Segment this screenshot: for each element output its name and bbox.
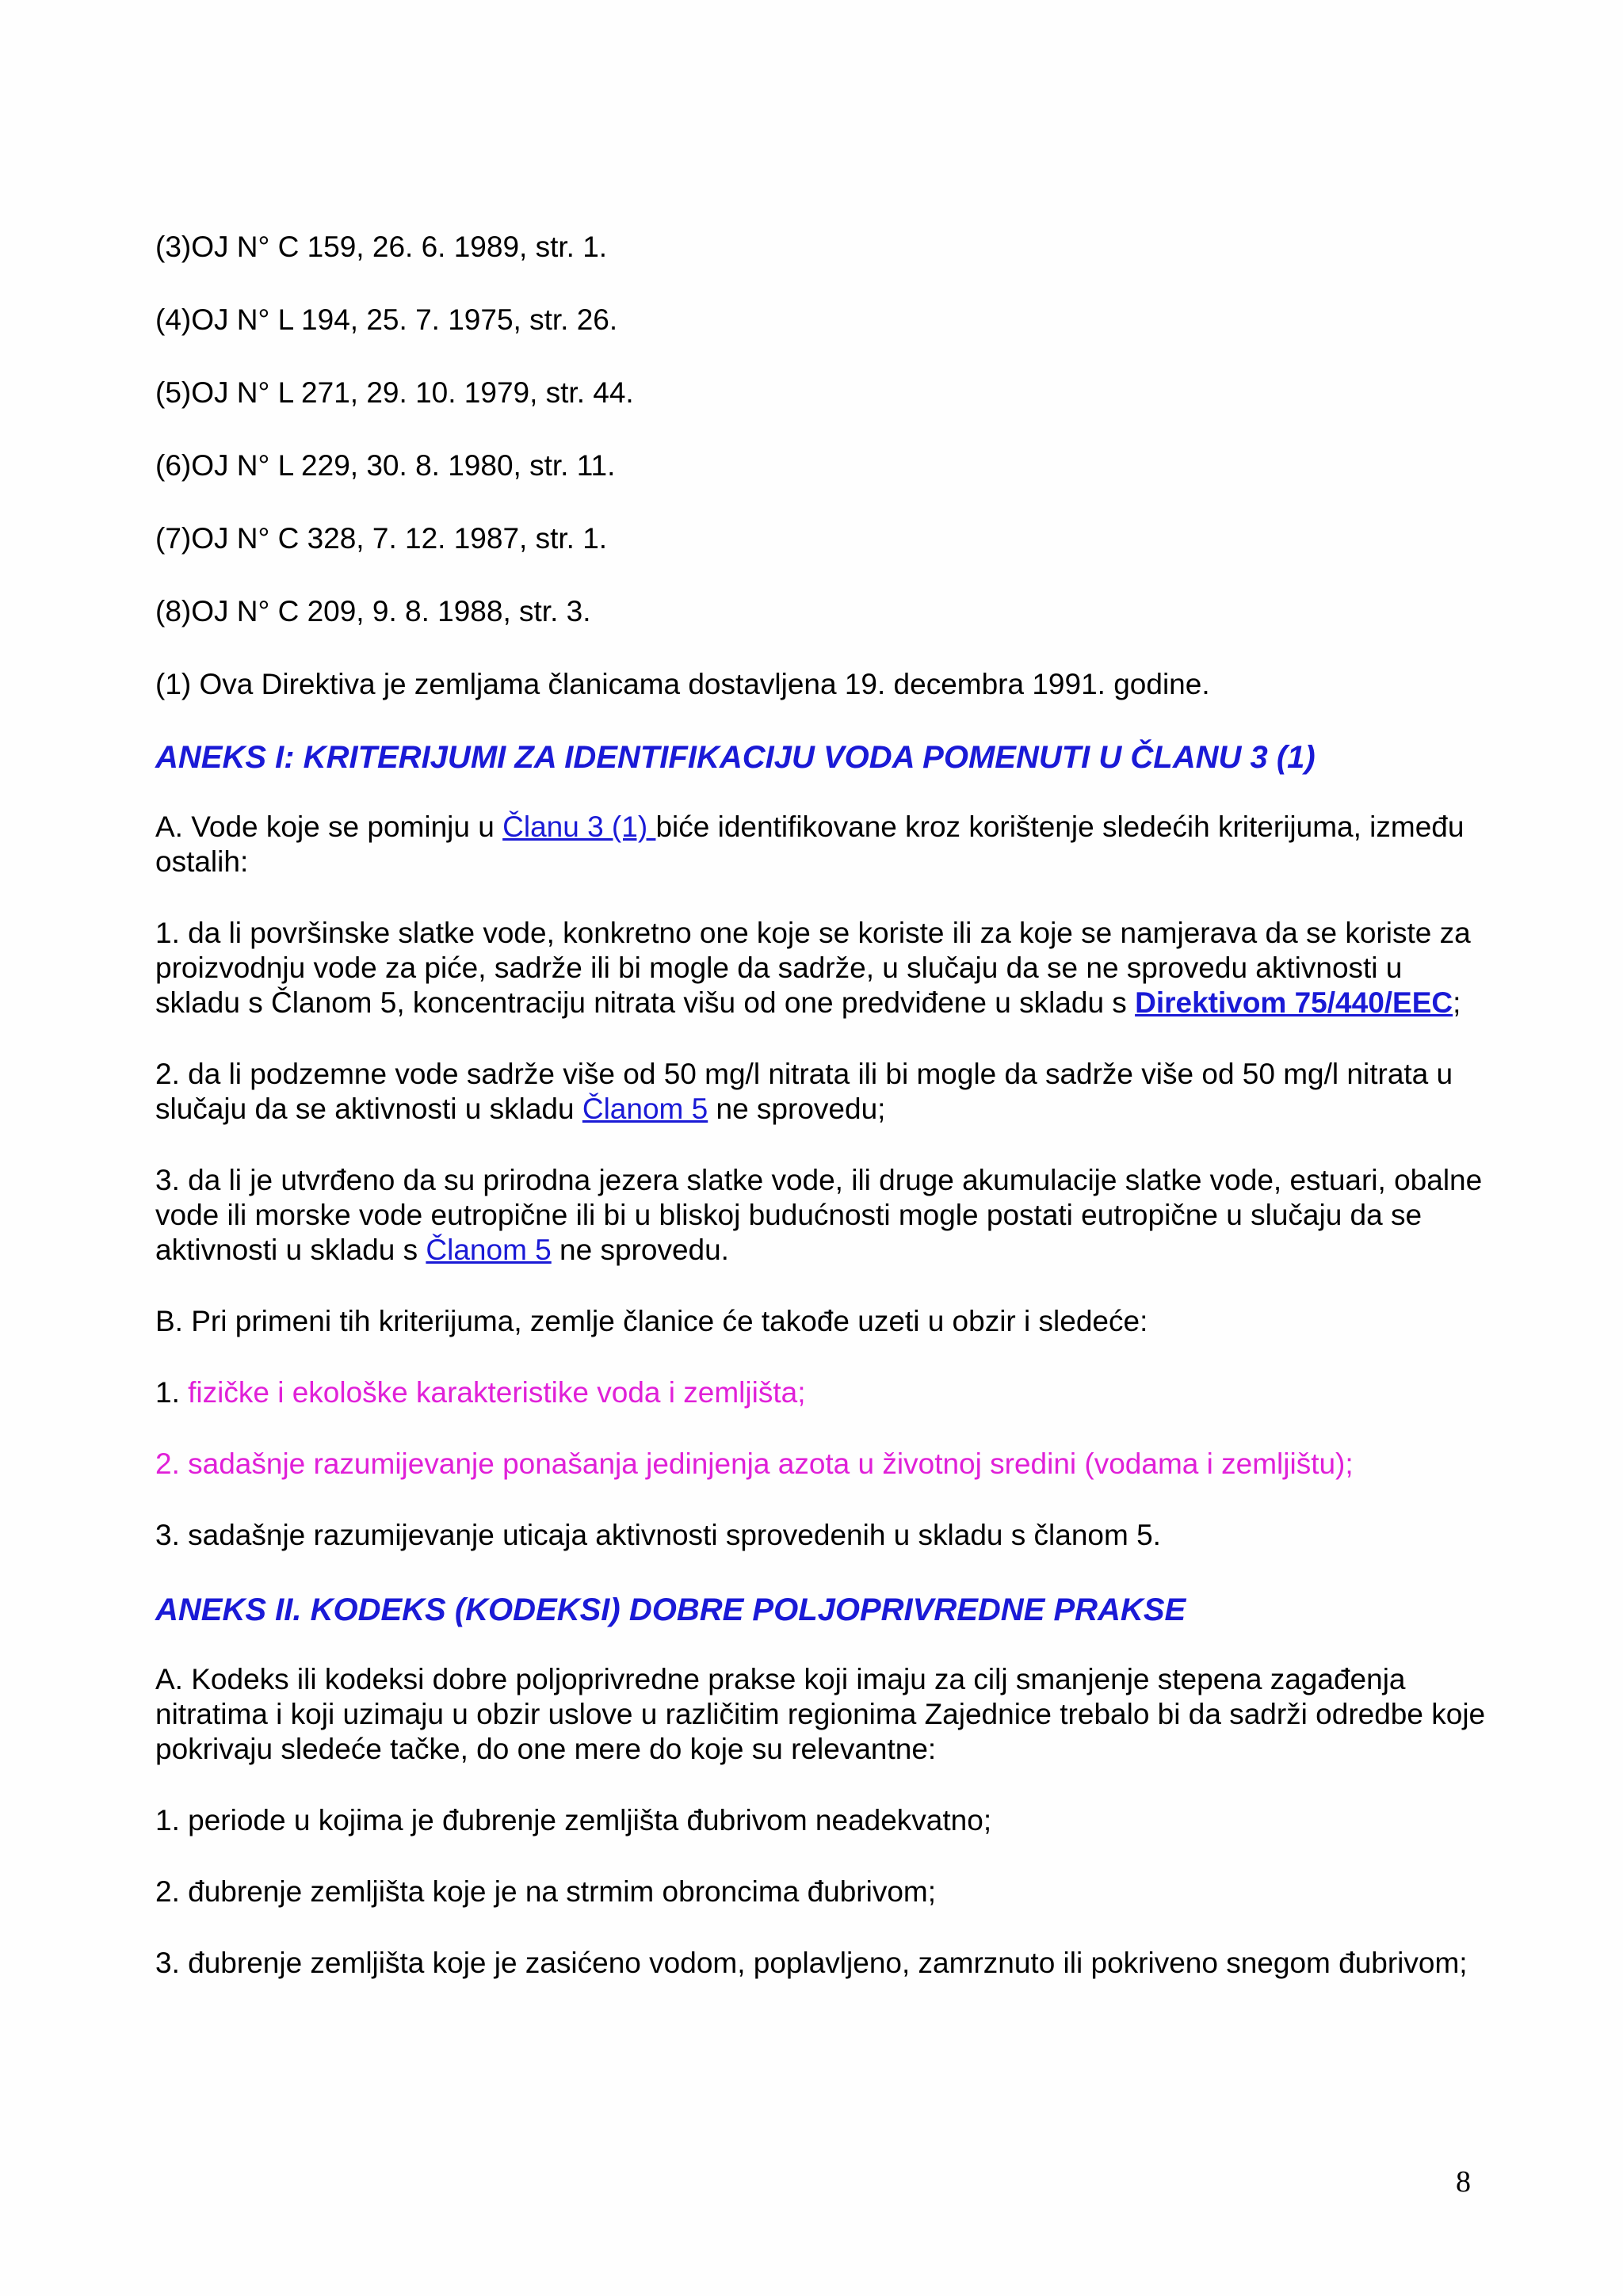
clan-5-link[interactable]: Članom 5 bbox=[426, 1234, 552, 1266]
annex-1-paragraph-b: B. Pri primeni tih kriterijuma, zemlje članice će takođe uzeti u obzir i sledeće: bbox=[155, 1305, 1148, 1337]
footnote-1: (1) Ova Direktiva je zemljama članicama dostavljena 19. decembra 1991. godine. bbox=[155, 668, 1210, 700]
directive-75-440-eec-link[interactable]: Direktivom 75/440/EEC bbox=[1135, 986, 1453, 1019]
annex-2-paragraph-a: A. Kodeks ili kodeksi dobre poljoprivredne prakse koji imaju za cilj smanjenje stepena zagađenja nitratima i koji uzimaju u obzir uslove u različitim regionima Zajednice trebalo bi da sadrži odredbe koje pokrivaju sledeće tačke, do one mere do koje su relevantne: bbox=[155, 1663, 1486, 1765]
annex-1-item-2-text: 2. da li podzemne vode sadrže više od 50 mg/l nitrata ili bi mogle da sadrže više od 50 mg/l nitrata u slučaju da se aktivnosti u skladu bbox=[155, 1058, 1453, 1125]
annex-1-item-3-end: ne sprovedu. bbox=[551, 1234, 729, 1266]
annex-1-paragraph-a bbox=[155, 810, 1487, 879]
annex-1-b-item-1 bbox=[155, 1375, 1487, 1410]
annex-2-item-1: 1. periode u kojima je đubrenje zemljišta đubrivom neadekvatno; bbox=[155, 1804, 992, 1836]
footnote-7: (7)OJ N° C 328, 7. 12. 1987, str. 1. bbox=[155, 522, 608, 555]
annex-1-b-item-3: 3. sadašnje razumijevanje uticaja aktivnosti sprovedenih u skladu s članom 5. bbox=[155, 1519, 1161, 1551]
annex-1-a-text-start: A. Vode koje se pominju u bbox=[155, 810, 503, 843]
annex-1-item-2-end: ne sprovedu; bbox=[708, 1093, 886, 1125]
annex-1-item-3 bbox=[155, 1163, 1487, 1268]
clan-3-1-link[interactable]: Članu 3 (1) bbox=[502, 810, 656, 843]
page-number: 8 bbox=[1456, 2165, 1471, 2199]
annex-1-b-item-1-number: 1. bbox=[155, 1376, 189, 1409]
annex-1-item-3-text: 3. da li je utvrđeno da su prirodna jezera slatke vode, ili druge akumulacije slatke vode, estuari, obalne vode ili morske vode eutropične ili bi u bliskoj budućnosti mogle postati eutropične u slučaju da se aktivnosti u skladu s bbox=[155, 1164, 1483, 1266]
annex-2-item-2: 2. đubrenje zemljišta koje je na strmim obroncima đubrivom; bbox=[155, 1875, 937, 1908]
page-content bbox=[155, 230, 1487, 2017]
footnote-5: (5)OJ N° L 271, 29. 10. 1979, str. 44. bbox=[155, 376, 634, 409]
footnote-8: (8)OJ N° C 209, 9. 8. 1988, str. 3. bbox=[155, 595, 591, 627]
annex-1-b-item-1-text: fizičke i ekološke karakteristike voda i zemljišta; bbox=[188, 1376, 806, 1409]
footnote-6: (6)OJ N° L 229, 30. 8. 1980, str. 11. bbox=[155, 449, 616, 482]
footnote-3: (3)OJ N° C 159, 26. 6. 1989, str. 1. bbox=[155, 231, 608, 263]
footnote-4: (4)OJ N° L 194, 25. 7. 1975, str. 26. bbox=[155, 303, 618, 336]
annex-2-item-3: 3. đubrenje zemljišta koje je zasićeno vodom, poplavljeno, zamrznuto ili pokriveno snegom đubrivom; bbox=[155, 1947, 1468, 1979]
annex-1-item-2 bbox=[155, 1057, 1487, 1127]
annex-1-b-item-2: 2. sadašnje razumijevanje ponašanja jedinjenja azota u životnoj sredini (vodama i zemljištu); bbox=[155, 1447, 1354, 1480]
annex-2-heading: ANEKS II. KODEKS (KODEKSI) DOBRE POLJOPRIVREDNE PRAKSE bbox=[155, 1592, 1186, 1627]
clan-5-link[interactable]: Članom 5 bbox=[582, 1093, 708, 1125]
annex-1-item-1 bbox=[155, 916, 1487, 1020]
annex-1-item-1-text: 1. da li površinske slatke vode, konkretno one koje se koriste ili za koje se namjerava da se koriste za proizvodnju vode za piće, sadrže ili bi mogle da sadrže, u slučaju da se ne sprovedu aktivnosti u skladu s Članom 5, koncentraciju nitrata višu od one predviđene u skladu s bbox=[155, 917, 1471, 1019]
annex-1-heading: ANEKS I: KRITERIJUMI ZA IDENTIFIKACIJU VODA POMENUTI U ČLANU 3 (1) bbox=[155, 740, 1316, 775]
annex-1-item-1-end: ; bbox=[1453, 986, 1461, 1019]
annex-1-a-text-end: biće identifikovane kroz korištenje sledećih kriterijuma, između ostalih: bbox=[155, 810, 1465, 878]
